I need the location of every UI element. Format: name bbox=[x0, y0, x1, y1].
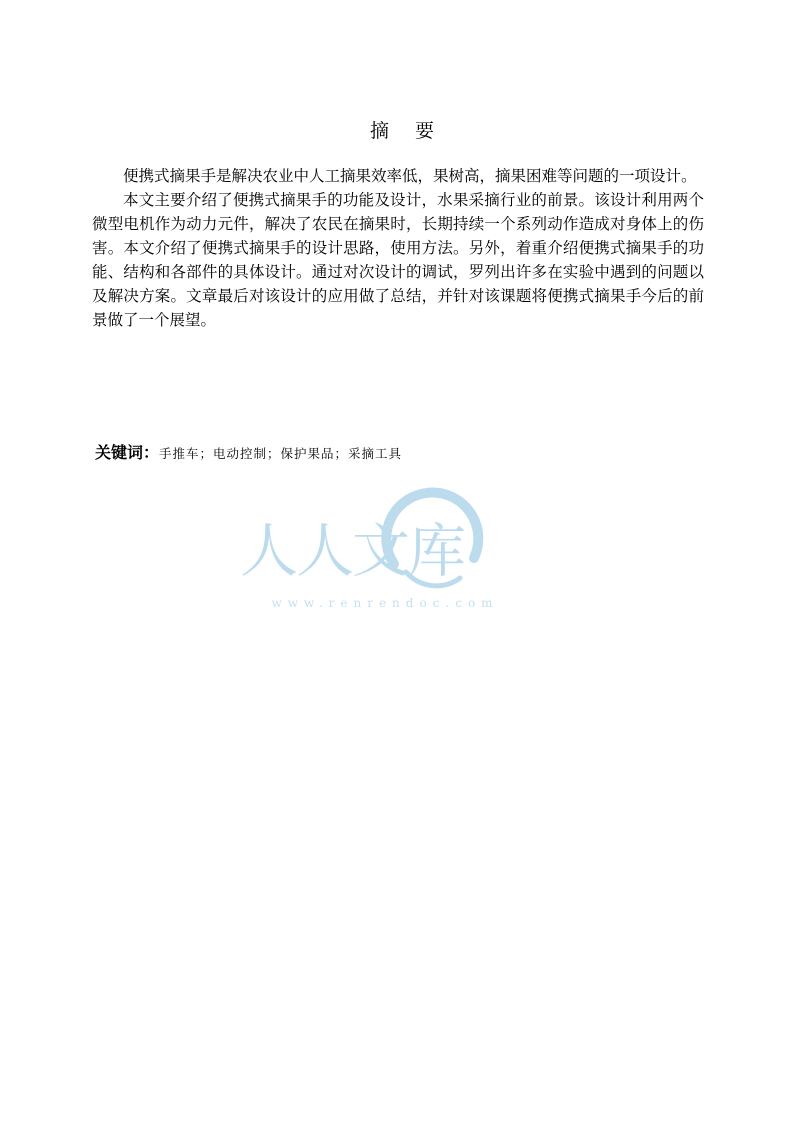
abstract-paragraph-1: 便携式摘果手是解决农业中人工摘果效率低，果树高，摘果困难等问题的一项设计。 bbox=[123, 167, 697, 185]
watermark-url: www.renrendoc.com bbox=[271, 596, 499, 610]
page-title: 摘 要 bbox=[369, 120, 445, 142]
watermark-text: 人人文库 bbox=[240, 517, 465, 585]
keywords-line bbox=[95, 440, 402, 463]
watermark bbox=[240, 486, 530, 614]
keywords-text: 手推车；电动控制；保护果品；采摘工具 bbox=[159, 446, 403, 461]
abstract-paragraph-2: 本文主要介绍了便携式摘果手的功能及设计，水果采摘行业的前景。该设计利用两个微型电机作为动力元件，解决了农民在摘果时，长期持续一个系列动作造成对身体上的伤害。本文介绍了便携式摘果手的设计思路，使用方法。另外，着重介绍便携式摘果手的功能、结构和各部件的具体设计。通过对次设计的调试，罗列出许多在实验中遇到的问题以及解决方案。文章最后对该设计的应用做了总结，并针对该课题将便携式摘果手今后的前景做了一个展望。 bbox=[92, 191, 704, 329]
abstract-body bbox=[92, 164, 704, 332]
keywords-label: 关键词： bbox=[95, 443, 160, 462]
